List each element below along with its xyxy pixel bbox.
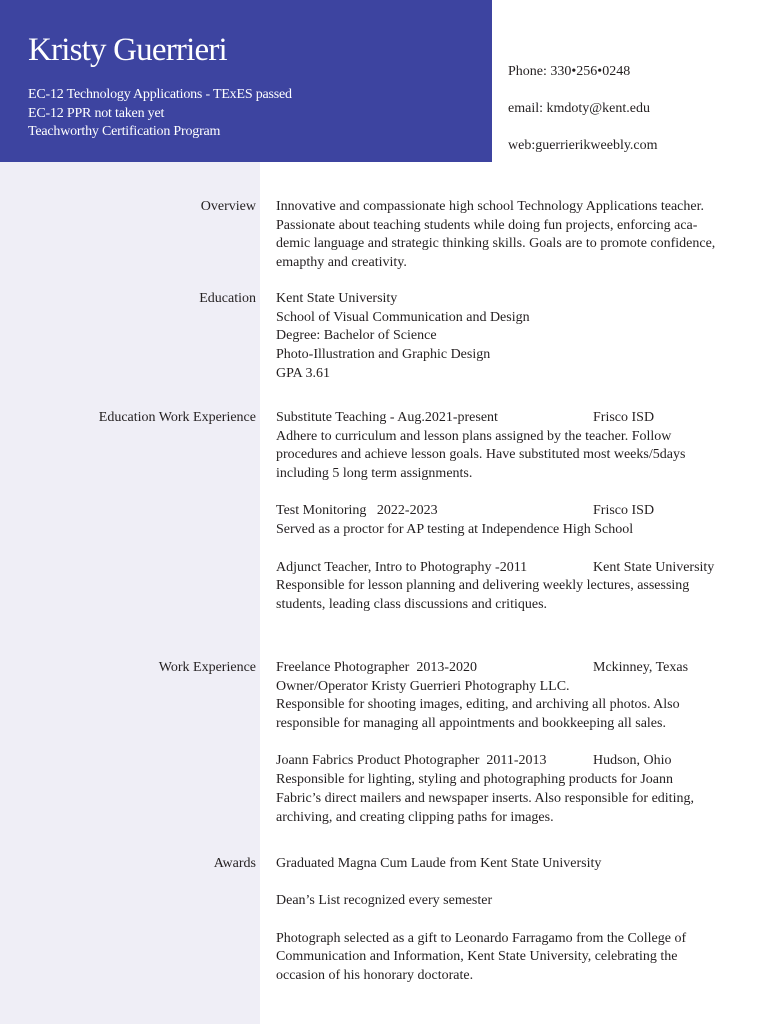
overview-line: Passionate about teaching students while doing fun projects, enforcing aca- bbox=[276, 217, 698, 233]
job-description-line: Responsible for shooting images, editing, and archiving all photos. Also bbox=[276, 697, 680, 713]
work-section bbox=[276, 659, 754, 827]
job-title: Substitute Teaching - Aug.2021-present bbox=[276, 410, 498, 425]
header-banner bbox=[0, 0, 492, 162]
email-link[interactable]: email: kmdoty@kent.edu bbox=[508, 101, 650, 116]
job-header bbox=[276, 559, 754, 578]
section-label-awards: Awards bbox=[213, 856, 256, 871]
education-line: Photo-Illustration and Graphic Design bbox=[276, 347, 491, 363]
section-label-overview: Overview bbox=[200, 199, 256, 214]
education-line: GPA 3.61 bbox=[276, 365, 330, 381]
job-title: Adjunct Teacher, Intro to Photography -2011 bbox=[276, 559, 528, 575]
job-organization: Frisco ISD bbox=[593, 503, 655, 519]
job-description-line: Owner/Operator Kristy Guerrieri Photography LLC. bbox=[276, 678, 570, 694]
award-item: Graduated Magna Cum Laude from Kent State University bbox=[276, 856, 602, 871]
job-header bbox=[276, 502, 754, 521]
website-link[interactable]: web:guerrierikweebly.com bbox=[508, 138, 658, 153]
section-label-education-work: Education Work Experience bbox=[98, 410, 256, 425]
award-item: Dean’s List recognized every semester bbox=[276, 893, 493, 909]
certification-item: Teachworthy Certification Program bbox=[28, 124, 221, 139]
award-item: Communication and Information, Kent State University, celebrating the bbox=[276, 949, 678, 965]
certification-item: EC-12 Technology Applications - TExES passed bbox=[28, 87, 292, 102]
job-description-line: Fabric’s direct mailers and newspaper inserts. Also responsible for editing, bbox=[276, 790, 694, 806]
awards-section bbox=[276, 855, 754, 986]
job-description-line: Responsible for lighting, styling and photographing products for Joann bbox=[276, 772, 674, 788]
education-line: Degree: Bachelor of Science bbox=[276, 328, 437, 344]
job-organization: Kent State University bbox=[593, 559, 715, 575]
contact-info bbox=[508, 63, 658, 174]
education-section bbox=[276, 290, 754, 384]
candidate-name: Kristy Guerrieri bbox=[28, 32, 227, 68]
job-header bbox=[276, 409, 754, 428]
job-title: Joann Fabrics Product Photographer 2011-2013 bbox=[276, 753, 547, 769]
job-description-line: including 5 long term assignments. bbox=[276, 466, 473, 482]
job-description-line: Responsible for lesson planning and delivering weekly lectures, assessing bbox=[276, 578, 690, 594]
certification-item: EC-12 PPR not taken yet bbox=[28, 105, 165, 121]
education-line: Kent State University bbox=[276, 291, 398, 306]
job-organization: Hudson, Ohio bbox=[593, 753, 672, 769]
job-header bbox=[276, 752, 754, 771]
section-label-education: Education bbox=[199, 291, 256, 306]
job-title: Test Monitoring 2022-2023 bbox=[276, 503, 438, 519]
job-organization: Frisco ISD bbox=[593, 410, 655, 425]
job-description-line: Adhere to curriculum and lesson plans assigned by the teacher. Follow bbox=[276, 428, 672, 444]
job-organization: Mckinney, Texas bbox=[593, 660, 689, 675]
education-work-section bbox=[276, 409, 754, 615]
job-header bbox=[276, 659, 754, 678]
job-description-line: Served as a proctor for AP testing at Independence High School bbox=[276, 522, 634, 538]
overview-line: emapthy and creativity. bbox=[276, 255, 407, 271]
award-item: Photograph selected as a gift to Leonardo Farragamo from the College of bbox=[276, 930, 687, 946]
job-title: Freelance Photographer 2013-2020 bbox=[276, 660, 477, 675]
overview-section bbox=[276, 198, 754, 273]
job-description-line: responsible for managing all appointments and bookkeeping all sales. bbox=[276, 716, 666, 732]
education-line: School of Visual Communication and Design bbox=[276, 309, 530, 325]
overview-line: demic language and strategic thinking skills. Goals are to promote confidence, bbox=[276, 236, 716, 252]
certifications-list bbox=[28, 86, 292, 142]
phone-text: Phone: 330•256•0248 bbox=[508, 64, 631, 79]
job-description-line: archiving, and creating clipping paths for images. bbox=[276, 809, 554, 825]
job-description-line: procedures and achieve lesson goals. Have substituted most weeks/5days bbox=[276, 447, 686, 463]
award-item: occasion of his honorary doctorate. bbox=[276, 968, 474, 984]
job-description-line: students, leading class discussions and critiques. bbox=[276, 596, 548, 612]
section-label-work: Work Experience bbox=[158, 660, 256, 675]
overview-line: Innovative and compassionate high school Technology Applications teacher. bbox=[276, 199, 704, 214]
